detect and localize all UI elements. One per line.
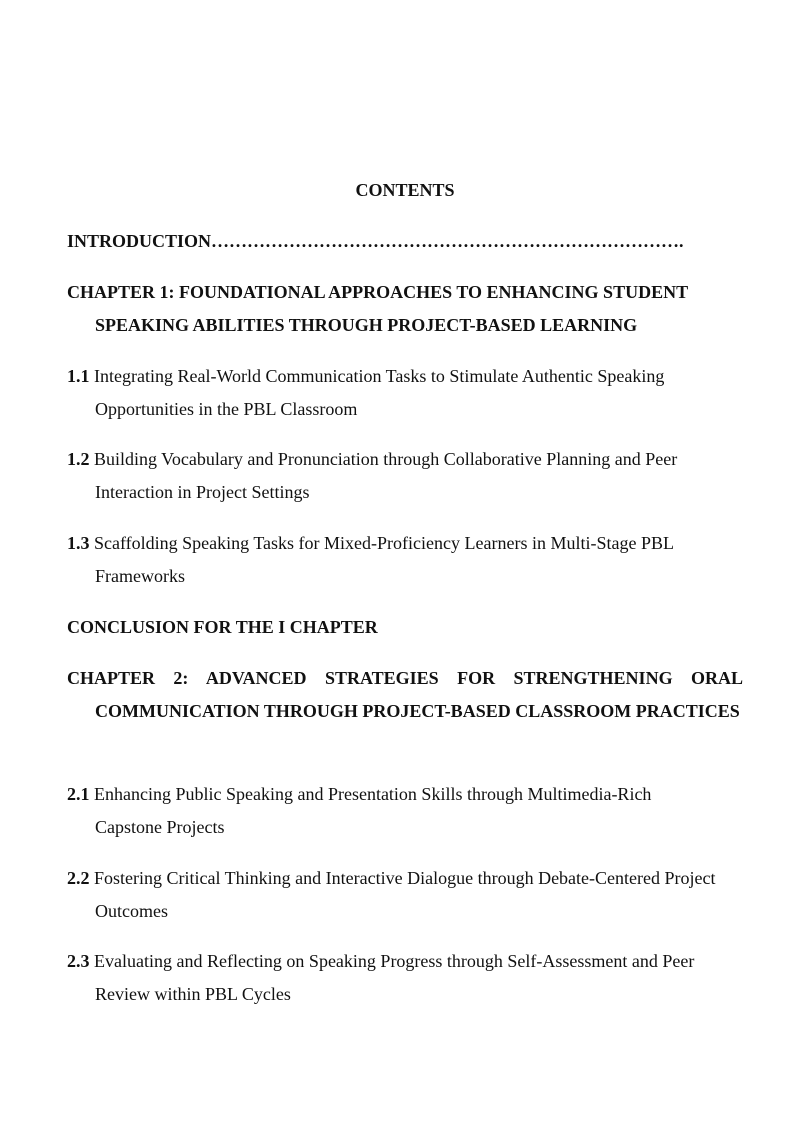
toc-section-2-1 <box>67 778 707 843</box>
section-title: Fostering Critical Thinking and Interactive Dialogue through Debate-Centered Project Outcomes <box>94 868 716 921</box>
toc-section-2-3 <box>67 945 727 1010</box>
section-number: 2.1 <box>67 784 90 804</box>
toc-section-1-2 <box>67 443 727 508</box>
toc-section-1-3 <box>67 527 727 592</box>
contents-title: CONTENTS <box>355 180 455 200</box>
section-number: 1.3 <box>67 533 90 553</box>
section-title: Integrating Real-World Communication Tasks to Stimulate Authentic Speaking Opportunities in the PBL Classroom <box>94 366 665 419</box>
section-number: 2.2 <box>67 868 90 888</box>
section-title: Building Vocabulary and Pronunciation through Collaborative Planning and Peer Interaction in Project Settings <box>94 449 678 502</box>
section-title: Evaluating and Reflecting on Speaking Progress through Self-Assessment and Peer Review within PBL Cycles <box>94 951 695 1004</box>
section-number: 1.2 <box>67 449 90 469</box>
toc-chapter-2-heading: CHAPTER 2: ADVANCED STRATEGIES FOR STRENGTHENING ORAL COMMUNICATION THROUGH PROJECT-BASED CLASSROOM PRACTICES <box>67 668 743 721</box>
section-number: 1.1 <box>67 366 90 386</box>
toc-section-2-2 <box>67 862 717 927</box>
toc-conclusion-chapter-1: CONCLUSION FOR THE I CHAPTER <box>67 617 378 637</box>
section-title: Scaffolding Speaking Tasks for Mixed-Proficiency Learners in Multi-Stage PBL Frameworks <box>94 533 674 586</box>
toc-section-1-1 <box>67 360 717 425</box>
toc-chapter-1-heading: CHAPTER 1: FOUNDATIONAL APPROACHES TO ENHANCING STUDENT SPEAKING ABILITIES THROUGH PROJECT-BASED LEARNING <box>67 282 688 335</box>
section-number: 2.3 <box>67 951 90 971</box>
section-title: Enhancing Public Speaking and Presentation Skills through Multimedia-Rich Capstone Projects <box>94 784 652 837</box>
toc-introduction: INTRODUCTION……………………………………………………………………. <box>67 231 684 251</box>
